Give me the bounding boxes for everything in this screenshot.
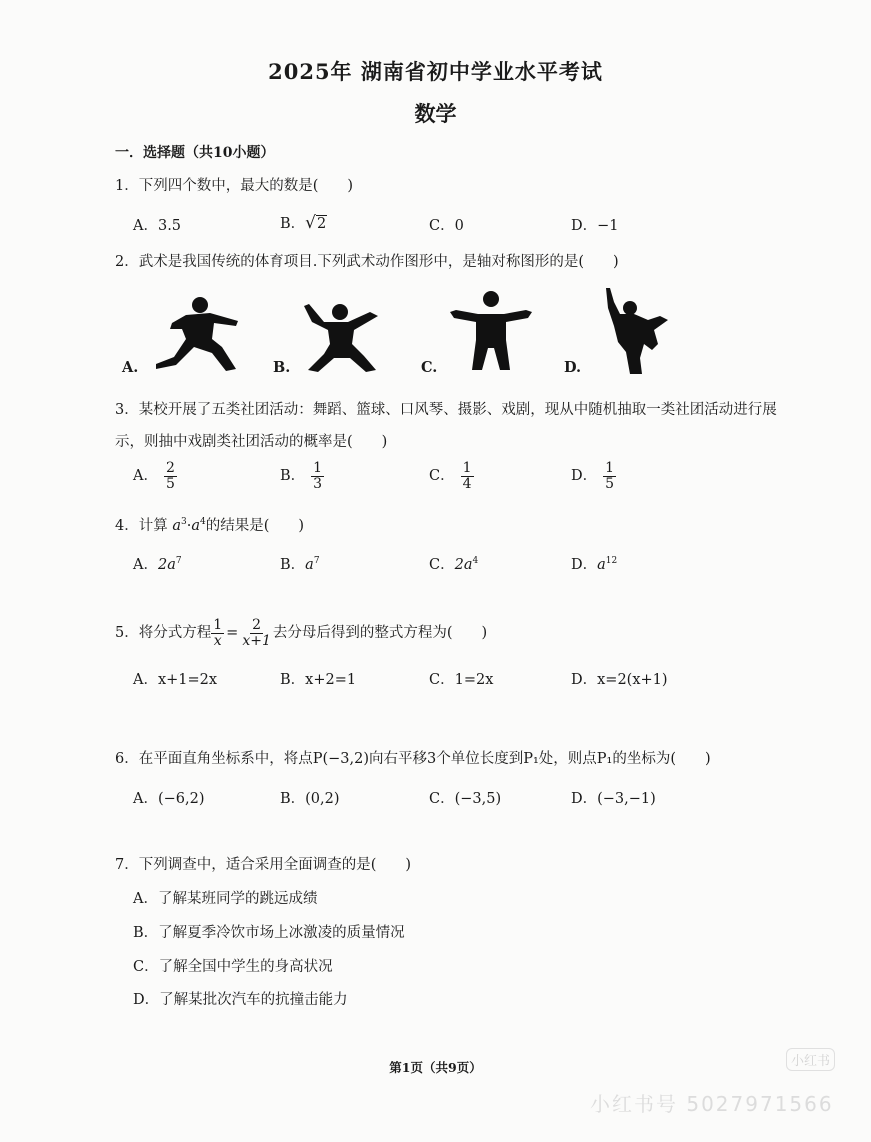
q2-label-d: D. — [564, 359, 582, 376]
q4-option-b-exponent: 7 — [313, 556, 320, 567]
q4-dot: · — [186, 518, 192, 534]
q4-option-d — [571, 553, 617, 574]
q7-option-a: A．了解某班同学的跳远成绩 — [133, 891, 318, 907]
denominator: x — [213, 632, 222, 649]
question-6-stem: 6．在平面直角坐标系中，将点P(−3,2)向右平移3个单位长度到P₁处，则点P₁的坐标为( ) — [115, 751, 711, 767]
denominator: 3 — [313, 475, 323, 492]
watermark-tag: 小红书 — [786, 1048, 835, 1071]
q3-option-a — [133, 461, 177, 491]
q5-option-a: A．x+1=2x — [133, 672, 218, 688]
q3-option-d — [571, 461, 616, 491]
watermark-id: 小红书号 5027971566 — [590, 1092, 834, 1116]
question-2-stem: 2．武术是我国传统的体育项目.下列武术动作图形中，是轴对称图形的是( ) — [115, 254, 619, 270]
q3-option-b-label: B． — [280, 468, 306, 485]
q2-label-a: A. — [122, 359, 139, 376]
q3-option-b-fraction — [311, 461, 324, 491]
q5-stem-prefix: 5．将分式方程 — [115, 625, 212, 642]
q7-option-b: B．了解夏季冷饮市场上冰激凌的质量情况 — [133, 925, 405, 941]
martial-arts-figure-b — [300, 300, 382, 374]
martial-arts-figure-d — [600, 286, 670, 376]
q1-option-a: A．3.5 — [133, 218, 182, 234]
q4-exponent-1: 3 — [181, 517, 187, 528]
q5-fraction-2 — [240, 618, 273, 648]
q6-option-a: A．(−6,2) — [133, 791, 205, 807]
q2-label-b: B. — [273, 359, 291, 376]
q1-option-b-radicand: 2 — [317, 216, 327, 232]
q1-option-b-label: B． — [280, 216, 306, 232]
q5-option-d: D．x=2(x+1) — [571, 672, 668, 688]
q4-stem-suffix: 的结果是( ) — [205, 518, 305, 534]
q3-option-b — [280, 461, 324, 491]
q3-option-c-fraction — [461, 461, 474, 491]
q4-option-d-exponent: 12 — [605, 556, 618, 567]
denominator: 5 — [605, 475, 615, 492]
question-3-stem-line1: 3．某校开展了五类社团活动：舞蹈、篮球、口风琴、摄影、戏剧，现从中随机抽取一类社团活动进行展 — [115, 402, 777, 418]
numerator: 1 — [462, 460, 472, 476]
q4-option-c-exponent: 4 — [472, 556, 479, 567]
q4-option-b-label: B． — [280, 557, 306, 573]
q4-option-b — [280, 553, 320, 574]
numerator: 2 — [165, 460, 175, 476]
q1-option-b — [280, 212, 327, 233]
numerator: 1 — [313, 460, 323, 476]
q3-option-c-label: C． — [429, 468, 455, 485]
q7-option-d: D．了解某批次汽车的抗撞击能力 — [133, 992, 348, 1008]
section-heading: 一．选择题（共10小题） — [115, 145, 275, 161]
q5-option-b: B．x+2=1 — [280, 672, 357, 688]
q4-option-d-label: D． — [571, 557, 598, 573]
numerator: 1 — [213, 617, 223, 633]
q4-option-c-base: 2a — [454, 557, 473, 573]
denominator: 5 — [165, 475, 175, 492]
q4-option-c-label: C． — [429, 557, 455, 573]
q4-base-1: a — [172, 518, 181, 534]
question-3-stem-line2: 示，则抽中戏剧类社团活动的概率是( ) — [115, 434, 388, 450]
q5-stem-suffix: 去分母后得到的整式方程为( ) — [272, 625, 488, 642]
q4-base-2: a — [191, 518, 200, 534]
q4-option-a-exponent: 7 — [175, 556, 182, 567]
q4-option-b-base: a — [305, 557, 314, 573]
q4-stem-prefix: 4．计算 — [115, 518, 168, 534]
martial-arts-figure-c — [448, 290, 534, 372]
page-footer: 第1页（共9页） — [389, 1060, 482, 1075]
q3-option-d-label: D． — [571, 468, 598, 485]
q5-equals: = — [226, 625, 239, 642]
q2-label-c: C. — [421, 359, 438, 376]
denominator: 4 — [462, 475, 472, 492]
q5-option-c: C．1=2x — [429, 672, 494, 688]
q4-option-c — [429, 553, 478, 574]
q4-option-a — [133, 553, 182, 574]
question-7-stem: 7．下列调查中，适合采用全面调查的是( ) — [115, 857, 412, 873]
denominator: x+1 — [242, 632, 271, 649]
q6-option-b: B．(0,2) — [280, 791, 340, 807]
q6-option-d: D．(−3,−1) — [571, 791, 656, 807]
q3-option-d-fraction — [603, 461, 616, 491]
exam-title: 2025年 湖南省初中学业水平考试 — [268, 59, 603, 84]
q6-option-c: C．(−3,5) — [429, 791, 502, 807]
question-1-stem: 1．下列四个数中，最大的数是( ) — [115, 178, 354, 194]
q3-option-c — [429, 461, 474, 491]
q4-exponent-2: 4 — [200, 517, 206, 528]
q1-option-d: D．−1 — [571, 218, 619, 234]
q4-option-a-base: 2a — [157, 557, 176, 573]
q3-option-a-fraction — [164, 461, 177, 491]
q7-option-c: C．了解全国中学生的身高状况 — [133, 959, 333, 975]
question-5-stem — [115, 618, 487, 648]
q4-option-a-label: A． — [133, 557, 158, 573]
numerator: 1 — [605, 460, 615, 476]
martial-arts-figure-a — [150, 295, 242, 373]
numerator: 2 — [252, 617, 262, 633]
question-4-stem — [115, 514, 304, 535]
sqrt-symbol: √ — [305, 213, 316, 233]
exam-subject: 数学 — [414, 101, 457, 126]
q1-option-c: C．0 — [429, 218, 464, 234]
q5-fraction-1 — [211, 618, 224, 648]
q3-option-a-label: A． — [133, 468, 158, 485]
q4-option-d-base: a — [597, 557, 606, 573]
